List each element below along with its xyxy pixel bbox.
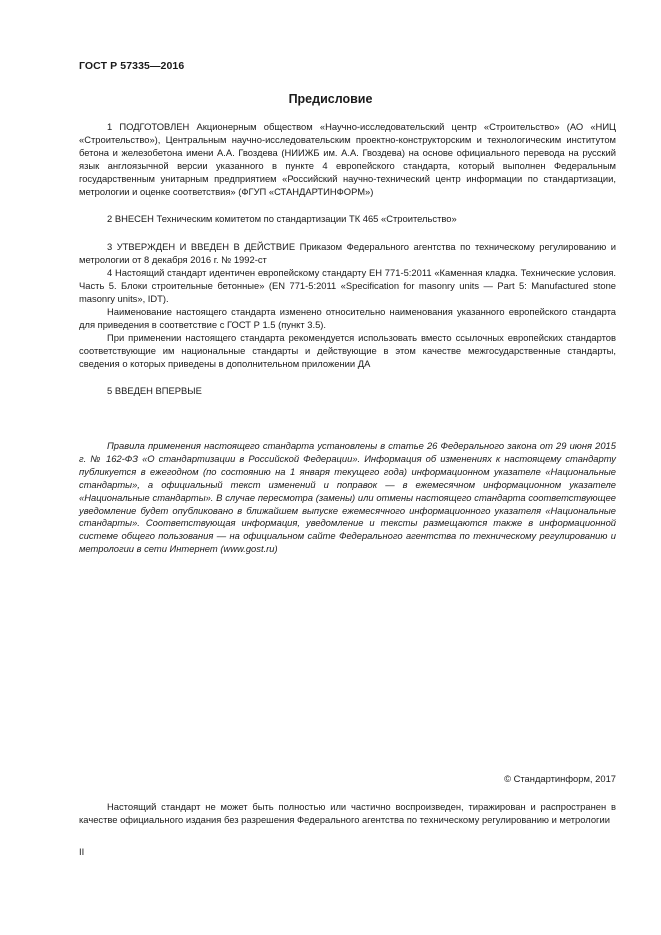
paragraph-approved: 3 УТВЕРЖДЕН И ВВЕДЕН В ДЕЙСТВИЕ Приказом Федерального агентства по техническому регулированию и метрологии от 8 декабря 2016 г. № 1992-ст: [79, 241, 616, 266]
paragraph-name-changed: Наименование настоящего стандарта изменено относительно наименования указанного европейского стандарта для приведения в соответствие с ГОСТ Р 1.5 (пункт 3.5).: [79, 305, 616, 330]
paragraph-introduced-first: 5 ВВЕДЕН ВПЕРВЫЕ: [107, 385, 202, 397]
paragraph-submitted-by: 2 ВНЕСЕН Техническим комитетом по стандартизации ТК 465 «Строительство»: [107, 213, 457, 225]
reproduction-notice: [79, 801, 616, 827]
copyright-line: © Стандартинформ, 2017: [504, 773, 616, 784]
notice-text: Правила применения настоящего стандарта установлены в статье 26 Федерального закона от 29 июня 2015 г. № 162-ФЗ «О стандартизации в Российской Федерации». Информация об изменениях к настоящему стандарту публикуется в ежегодном (по состоянию на 1 января текущего года) информационном указателе «Национальные стандарты», а официальный текст изменений и поправок — в ежемесячном информационном указателе «Национальные стандарты». В случае пересмотра (замены) или отмены настоящего стандарта соответствующее уведомление будет опубликовано в ближайшем выпуске ежемесячного информационного указателя «Национальные стандарты». Соответствующая информация, уведомление и тексты размещаются также в информационной системе общего пользования — на официальном сайте Федерального агентства по техническому регулированию и метрологии в сети Интернет (www.gost.ru): [79, 440, 616, 555]
paragraph-identical-standard: 4 Настоящий стандарт идентичен европейскому стандарту ЕН 771-5:2011 «Каменная кладка. Технические условия. Часть 5. Блоки строительные бетонные» (EN 771-5:2011 «Specification for masonry units — Part 5: Manufactured stone masonry units», IDT).: [79, 267, 616, 304]
section-title: Предисловие: [288, 92, 373, 106]
paragraph-references: При применении настоящего стандарта рекомендуется использовать вместо ссылочных европейских стандартов соответствующие им национальные стандарты и действующие в этом качестве межгосударственные стандарты, сведения о которых приведены в дополнительном приложении ДА: [79, 331, 616, 369]
document-code-header: ГОСТ Р 57335—2016: [79, 60, 185, 72]
reproduction-notice-text: Настоящий стандарт не может быть полностью или частично воспроизведен, тиражирован и распространен в качестве официального издания без разрешения Федерального агентства по техническому регулированию и метрологии: [79, 801, 616, 825]
foreword-body: [79, 121, 616, 398]
page-number: II: [79, 846, 85, 857]
application-rules-notice: [79, 440, 616, 556]
paragraph-prepared-by: 1 ПОДГОТОВЛЕН Акционерным обществом «Научно-исследовательский центр «Строительство» (АО «НИЦ «Строительство»), Центральным научно-исследовательским проектно-конструкторским и технологическим институтом бетона и железобетона имени А.А. Гвоздева (НИИЖБ им. А.А. Гвоздева) на основе официального перевода на русский язык англоязычной версии указанного в пункте 4 европейского стандарта, который выполнен Федеральным государственным унитарным предприятием «Российский научно-технический центр информации по стандартизации, метрологии и оценке соответствия» (ФГУП «СТАНДАРТИНФОРМ»): [79, 121, 616, 197]
